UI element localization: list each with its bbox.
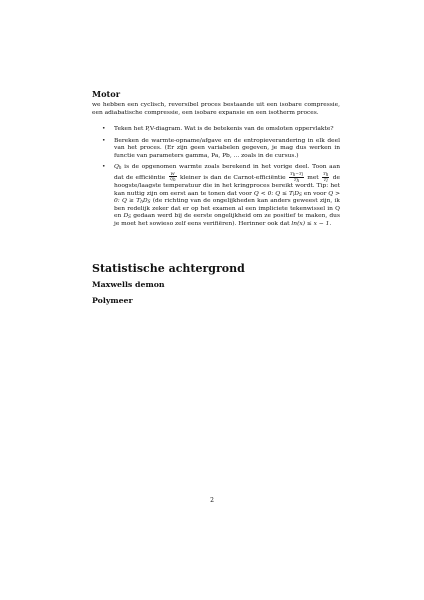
math-symbol: T	[293, 176, 297, 182]
text-run: is de opgenomen warmte zoals berekend in het vorige deel. Toon aan dat de efficiëntie	[114, 164, 340, 181]
fraction-denominator	[169, 177, 177, 182]
math-sub: h	[325, 171, 329, 177]
text-run: (de richting van de ongelijkheden kan anders geweest zijn, ik ben redelijk zeker dat er op het examen al een impliciete tekenwissel in Q en	[114, 198, 341, 220]
bullet-icon: •	[102, 126, 106, 132]
math-sub: h	[292, 171, 296, 177]
math-ds	[123, 213, 131, 219]
math-symbol: Q	[169, 176, 173, 182]
math-symbol: T	[322, 170, 326, 176]
math-symbol: Q < 0: Q ≤ T	[253, 190, 293, 197]
bullet-icon: •	[102, 164, 106, 170]
math-symbol: D	[294, 190, 299, 197]
list-item-text	[114, 164, 340, 227]
subsection-heading-maxwells-demon: Maxwells demon	[92, 280, 165, 289]
fraction-numerator: W	[170, 171, 175, 176]
task-list	[92, 126, 340, 228]
math-sub: l	[326, 177, 328, 183]
list-item-text: Teken het P,V-diagram. Wat is de betekenis van de omsloten oppervlakte?	[114, 126, 334, 132]
math-sub: S	[299, 191, 302, 197]
fraction-temperature	[322, 172, 329, 184]
math-sub: h	[140, 199, 143, 205]
text-run: met	[304, 174, 321, 181]
text-run: kleiner is dan de Carnot-efficiëntie	[177, 174, 288, 181]
subsection-heading-polymeer: Polymeer	[92, 296, 133, 305]
text-run: .	[329, 220, 332, 227]
math-symbol: T	[289, 170, 293, 176]
math-sub: h	[172, 177, 176, 183]
math-sub: S	[147, 199, 151, 205]
math-sub: l	[292, 191, 295, 197]
section-heading-statistische-achtergrond: Statistische achtergrond	[92, 262, 245, 275]
list-item-text: Bereken de warmte-opname/afgave en de entropieverandering in elk deel van het proces. (Er zijn geen variabelen gegeven, je mag dus werken in functie van parameters gamma, Pa, Pb, ... zoals in de cursus.)	[114, 137, 340, 159]
section-heading-motor: Motor	[92, 89, 121, 99]
math-symbol: −T	[295, 170, 302, 176]
math-symbol: Q > 0: Q ≥ T	[114, 190, 341, 205]
fraction-efficiency	[169, 172, 177, 183]
math-inequality	[254, 191, 302, 197]
math-symbol: D	[123, 213, 129, 220]
list-item	[92, 138, 340, 161]
math-symbol: D	[142, 198, 148, 205]
fraction-carnot	[289, 172, 304, 184]
list-item	[92, 126, 340, 134]
math-log-inequality: ln(x) ≤ x − 1	[291, 220, 330, 227]
bullet-icon: •	[102, 137, 106, 144]
math-symbol: T	[323, 176, 327, 182]
text-run: de hoogste/laagste temperatuur die in het kringproces bereikt wordt. Tip: het kan nuttig zijn om eerst aan te tonen dat voor	[114, 174, 340, 197]
math-sub: h	[118, 165, 122, 170]
math-sub: S	[128, 214, 132, 220]
intro-paragraph: we hebben een cyclisch, reversibel proces bestaande uit een isobare compressie, een adiabatische compressie, een isobare expansie en een isotherm proces.	[92, 102, 340, 117]
math-sub: h	[296, 177, 300, 183]
text-run: en voor	[301, 190, 329, 197]
list-item	[92, 164, 340, 228]
math-sub: l	[301, 171, 303, 177]
math-q: Q	[114, 164, 119, 170]
text-run: gedaan werd bij de eerste ongelijkheid om ze positief te maken, dus je moet het sowieso zelf eens verifiëren). Herinner ook dat	[114, 213, 341, 227]
page-number: 2	[210, 497, 214, 504]
